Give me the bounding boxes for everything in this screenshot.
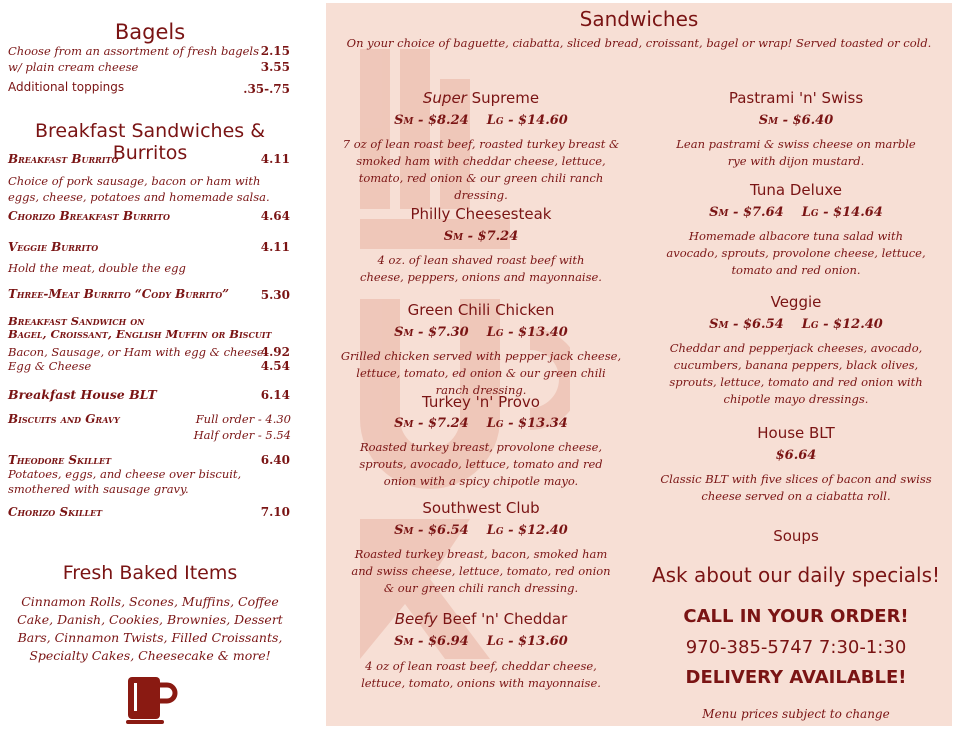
breakfast-sandwich-name-1: Breakfast Sandwich on xyxy=(8,314,145,328)
soups-title: Soups xyxy=(773,527,819,545)
chorizo-skillet-price: 7.10 xyxy=(260,505,290,519)
sandwich-veggie-desc: Cheddar and pepperjack cheeses, avocado, cucumbers, banana peppers, black olives, sprouts, lettuce, tomato and red onion with chipotle mayo dressings. xyxy=(669,341,923,406)
bagels-price-1: 2.15 xyxy=(260,44,290,58)
daily-specials: Ask about our daily specials! xyxy=(651,563,941,587)
veggie-burrito-desc: Hold the meat, double the egg xyxy=(8,261,186,275)
sandwich-tuna-desc: Homemade albacore tuna salad with avocado, sprouts, provolone cheese, lettuce, tomato and red onion. xyxy=(666,229,926,277)
beefy-prefix: Beefy xyxy=(394,610,438,628)
biscuits-gravy-name: Biscuits and Gravy xyxy=(8,412,120,426)
sandwich-green-chili-price: Sm - $7.30 Lg - $13.40 xyxy=(394,325,568,340)
sandwich-southwest-club-price: Sm - $6.54 Lg - $12.40 xyxy=(394,523,568,538)
sandwich-super-supreme-price: Sm - $8.24 Lg - $14.60 xyxy=(394,113,568,128)
biscuits-gravy-half: Half order - 5.54 xyxy=(193,428,291,442)
sandwich-philly-price: Sm - $7.24 xyxy=(443,229,519,244)
theodore-skillet-name: Theodore Skillet xyxy=(8,453,112,467)
veggie-burrito-name: Veggie Burrito xyxy=(8,240,99,254)
chorizo-burrito-price: 4.64 xyxy=(260,209,290,223)
sandwiches-subtitle: On your choice of baguette, ciabatta, sliced bread, croissant, bagel or wrap! Served toasted or cold. xyxy=(346,36,932,50)
bagels-title: Bagels xyxy=(114,20,186,44)
sandwich-beefy-price: Sm - $6.94 Lg - $13.60 xyxy=(394,634,568,649)
sandwich-veggie-price: Sm - $6.54 Lg - $12.40 xyxy=(709,317,883,332)
beef-cheddar-label: Beef 'n' Cheddar xyxy=(437,610,568,628)
coffee-cup-icon xyxy=(124,673,178,727)
supreme-label: Supreme xyxy=(466,89,540,107)
three-meat-burrito-name: Three-Meat Burrito “Cody Burrito” xyxy=(8,287,230,301)
sandwich-beefy-name xyxy=(336,610,626,628)
super-prefix: Super xyxy=(422,89,467,107)
sandwich-southwest-club-name: Southwest Club xyxy=(422,499,540,517)
sandwich-tuna-price: Sm - $7.64 Lg - $14.64 xyxy=(709,205,883,220)
biscuits-gravy-full: Full order - 4.30 xyxy=(195,412,291,426)
sandwich-super-supreme-desc: 7 oz of lean roast beef, roasted turkey breast & smoked ham with cheddar cheese, lettuce, tomato, red onion & our green chili ranch dressing. xyxy=(342,137,620,202)
bagels-price-2: 3.55 xyxy=(260,60,290,74)
sandwich-green-chili-name: Green Chili Chicken xyxy=(407,301,555,319)
breakfast-burrito-price: 4.11 xyxy=(260,152,290,166)
sandwich-pastrami-price: Sm - $6.40 xyxy=(758,113,834,128)
phone-hours: 970-385-5747 7:30-1:30 xyxy=(685,637,907,658)
sandwich-tuna-name: Tuna Deluxe xyxy=(750,181,842,199)
theodore-skillet-price: 6.40 xyxy=(260,453,290,467)
fresh-baked-title: Fresh Baked Items xyxy=(62,562,238,584)
breakfast-burrito-name: Breakfast Burrito xyxy=(8,152,119,166)
fresh-baked-desc: Cinnamon Rolls, Scones, Muffins, Coffee Cake, Danish, Cookies, Brownies, Dessert Bars, Cinnamon Twists, Filled Croissants, Specialty Cakes, Cheesecake & more! xyxy=(17,594,283,663)
bagels-desc-line1: Choose from an assortment of fresh bagels xyxy=(8,44,259,58)
sandwich-house-blt-name: House BLT xyxy=(757,424,835,442)
veggie-burrito-price: 4.11 xyxy=(260,240,290,254)
toppings-label: Additional toppings xyxy=(8,80,125,94)
breakfast-blt-name: Breakfast House BLT xyxy=(8,387,157,402)
sandwich-beefy-desc: 4 oz of lean roast beef, cheddar cheese, lettuce, tomato, onions with mayonnaise. xyxy=(361,659,601,690)
bagels-desc-line2: w/ plain cream cheese xyxy=(8,60,139,74)
breakfast-sandwich-price-2: 4.54 xyxy=(260,359,290,373)
sandwich-house-blt-price: $6.64 xyxy=(775,448,817,463)
sandwich-turkey-provo-desc: Roasted turkey breast, provolone cheese, sprouts, avocado, lettuce, tomato and red onion with a spicy chipotle mayo. xyxy=(359,440,603,488)
call-in-order: CALL IN YOUR ORDER! xyxy=(683,606,909,627)
sandwich-green-chili-desc: Grilled chicken served with pepper jack cheese, lettuce, tomato, ed onion & our green chili ranch dressing. xyxy=(340,349,622,397)
chorizo-skillet-name: Chorizo Skillet xyxy=(8,505,103,519)
sandwich-pastrami-name: Pastrami 'n' Swiss xyxy=(728,89,864,107)
breakfast-sandwich-option-1: Bacon, Sausage, or Ham with egg & cheese xyxy=(8,345,264,359)
sandwiches-panel xyxy=(326,3,952,726)
sandwich-turkey-provo-name: Turkey 'n' Provo xyxy=(422,393,540,411)
sandwich-house-blt-desc: Classic BLT with five slices of bacon and swiss cheese served on a ciabatta roll. xyxy=(660,472,932,503)
breakfast-title: Breakfast Sandwiches & Burritos xyxy=(34,120,266,164)
theodore-skillet-desc: Potatoes, eggs, and cheese over biscuit, smothered with sausage gravy. xyxy=(8,467,242,496)
sandwich-philly-desc: 4 oz. of lean shaved roast beef with cheese, peppers, onions and mayonnaise. xyxy=(360,253,602,284)
menu-prices-note: Menu prices subject to change xyxy=(702,707,890,721)
sandwich-pastrami-desc: Lean pastrami & swiss cheese on marble rye with dijon mustard. xyxy=(676,137,916,168)
sandwiches-title: Sandwiches xyxy=(579,7,699,31)
sandwich-southwest-club-desc: Roasted turkey breast, bacon, smoked ham and swiss cheese, lettuce, tomato, red onion & our green chili ranch dressing. xyxy=(351,547,611,595)
delivery-available: DELIVERY AVAILABLE! xyxy=(685,667,907,688)
sandwich-veggie-name: Veggie xyxy=(770,293,822,311)
sandwich-super-supreme-name xyxy=(336,89,626,107)
breakfast-blt-price: 6.14 xyxy=(260,388,290,402)
chorizo-burrito-name: Chorizo Breakfast Burrito xyxy=(8,209,170,223)
breakfast-sandwich-price-1: 4.92 xyxy=(260,345,290,359)
breakfast-sandwich-option-2: Egg & Cheese xyxy=(8,359,92,373)
three-meat-burrito-price: 5.30 xyxy=(260,288,290,302)
breakfast-burrito-desc: Choice of pork sausage, bacon or ham with eggs, cheese, potatoes and homemade salsa. xyxy=(8,174,270,204)
sandwich-turkey-provo-price: Sm - $7.24 Lg - $13.34 xyxy=(394,416,568,431)
left-panel xyxy=(0,0,320,730)
sandwich-philly-name: Philly Cheesesteak xyxy=(410,205,552,223)
breakfast-sandwich-name-2: Bagel, Croissant, English Muffin or Biscuit xyxy=(8,327,272,341)
toppings-price: .35-.75 xyxy=(243,82,290,96)
